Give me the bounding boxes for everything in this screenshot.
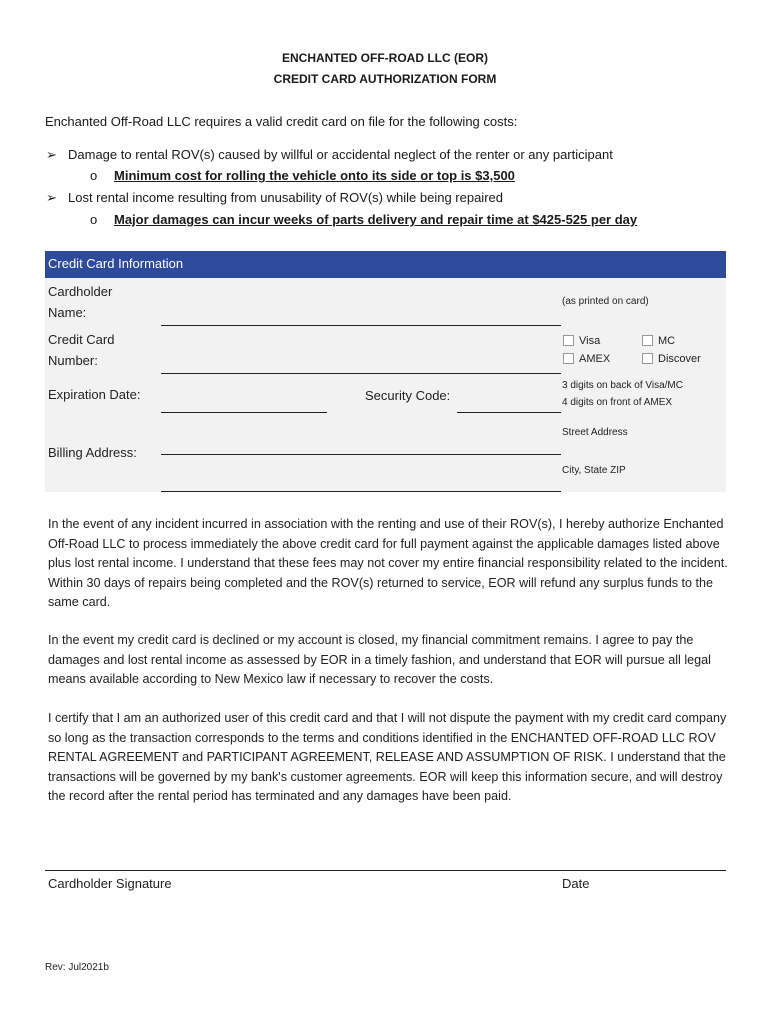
- form-section-header: Credit Card Information: [45, 251, 726, 278]
- mc-checkbox[interactable]: MC: [642, 335, 675, 347]
- circle-bullet-icon: o: [90, 168, 98, 183]
- arrow-bullet-icon: ➢: [46, 190, 57, 205]
- company-title: ENCHANTED OFF-ROAD LLC (EOR): [282, 51, 488, 65]
- arrow-bullet-icon: ➢: [46, 147, 57, 162]
- security-code-hint-visa-mc: 3 digits on back of Visa/MC: [562, 380, 683, 391]
- revision-label: Rev: Jul2021b: [45, 962, 109, 973]
- cost-bullet-damage: [46, 147, 613, 163]
- card-number-label: Credit Card Number:: [48, 332, 115, 368]
- certification-paragraph: I certify that I am an authorized user of this credit card and that I will not dispute the payment with my credit card company so long as the transaction corresponds to the terms and conditions identified in the ENCHANTED OFF-ROAD LLC ROV RENTAL AGREEMENT and PARTICIPANT AGREEMENT, RELEASE AND ASSUMPTION OF RISK. I understand that the transactions will be governed by my bank's customer agreements. EOR will keep this information secure, and will destroy the record after the rental period has terminated and any damages have been paid.: [48, 711, 727, 804]
- sub-bullet-repair-rate: [90, 212, 637, 227]
- cardholder-name-label: Cardholder Name:: [48, 284, 113, 320]
- sub-bullet-rollover-cost: [90, 168, 515, 183]
- cost-bullet-lost-income: [46, 190, 503, 206]
- checkbox-icon: [642, 353, 653, 364]
- bullet-text: Lost rental income resulting from unusability of ROV(s) while being repaired: [68, 190, 503, 205]
- city-state-zip-hint: City, State ZIP: [562, 465, 626, 476]
- bullet-text: Damage to rental ROV(s) caused by willful or accidental neglect of the renter or any participant: [68, 147, 613, 162]
- sub-bullet-text: Minimum cost for rolling the vehicle onto its side or top is $3,500: [114, 168, 515, 183]
- circle-bullet-icon: o: [90, 212, 98, 227]
- cardholder-signature-label: Cardholder Signature: [48, 876, 172, 891]
- checkbox-icon: [563, 353, 574, 364]
- checkbox-icon: [563, 335, 574, 346]
- card-number-field[interactable]: [161, 373, 561, 374]
- street-address-hint: Street Address: [562, 427, 628, 438]
- cardholder-name-hint: (as printed on card): [562, 296, 649, 307]
- billing-address-label: Billing Address:: [48, 445, 137, 460]
- sub-bullet-text: Major damages can incur weeks of parts delivery and repair time at $425-525 per day: [114, 212, 638, 227]
- date-label: Date: [562, 876, 590, 891]
- form-title: CREDIT CARD AUTHORIZATION FORM: [273, 72, 497, 86]
- expiration-date-label: Expiration Date:: [48, 387, 141, 402]
- checkbox-icon: [642, 335, 653, 346]
- discover-checkbox[interactable]: Discover: [642, 353, 701, 365]
- city-state-zip-field[interactable]: [161, 491, 561, 492]
- security-code-hint-amex: 4 digits on front of AMEX: [562, 397, 673, 408]
- amex-checkbox[interactable]: AMEX: [563, 353, 610, 365]
- expiration-date-field[interactable]: [161, 412, 327, 413]
- security-code-field[interactable]: [457, 412, 561, 413]
- visa-checkbox[interactable]: Visa: [563, 335, 600, 347]
- declined-card-paragraph: In the event my credit card is declined or my account is closed, my financial commitment remains. I agree to pay the damages and lost rental income as assessed by EOR in a timely fashion, and understand that EOR will pursue all legal means available according to New Mexico law if necessary to recover the costs.: [48, 633, 711, 687]
- signature-line[interactable]: [45, 870, 726, 871]
- authorization-paragraph: In the event of any incident incurred in association with the renting and use of their ROV(s), I hereby authorize Enchanted Off-Road LLC to process immediately the above credit card for full payment against the applicable damages listed above plus lost rental income. I understand that these fees may not cover my entire financial responsibility related to the incident. Within 30 days of repairs being completed and the ROV(s) returned to service, EOR will refund any surplus funds to the same card.: [48, 517, 728, 610]
- cardholder-name-field[interactable]: [161, 325, 561, 326]
- intro-text: Enchanted Off-Road LLC requires a valid credit card on file for the following costs:: [45, 114, 518, 129]
- credit-card-form: [45, 251, 726, 492]
- security-code-label: Security Code:: [365, 388, 451, 403]
- street-address-field[interactable]: [161, 454, 561, 455]
